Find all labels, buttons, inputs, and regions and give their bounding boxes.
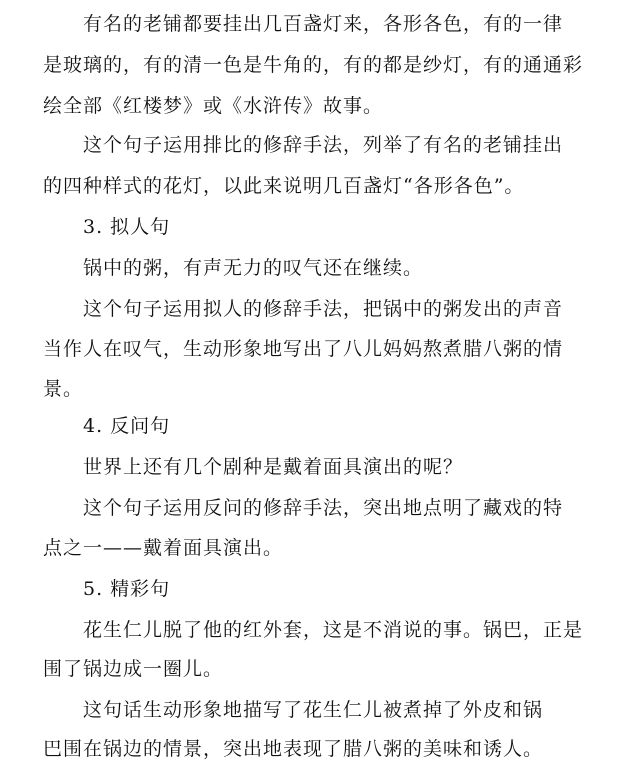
paragraph-7-line-1: 花生仁儿脱了他的红外套，这是不消说的事。锅巴，正是: [83, 619, 584, 641]
paragraph-3-line-1: 锅中的粥，有声无力的叹气还在继续。: [83, 257, 424, 279]
paragraph-1-line-3: 绘全部《红楼梦》或《水浒传》故事。: [43, 95, 384, 117]
paragraph-2-line-2: 的四种样式的花灯，以此来说明几百盏灯“各形各色”。: [43, 175, 525, 197]
paragraph-6-line-1: 这个句子运用反问的修辞手法，突出地点明了藏戏的特: [83, 497, 564, 519]
paragraph-2-line-1: 这个句子运用排比的修辞手法，列举了有名的老铺挂出: [83, 134, 564, 156]
paragraph-6-line-2: 点之一——戴着面具演出。: [43, 537, 284, 559]
paragraph-5-line-1: 世界上还有几个剧种是戴着面具演出的呢？: [83, 456, 464, 478]
paragraph-4-line-2: 当作人在叹气，生动形象地写出了八儿妈妈熬煮腊八粥的情: [43, 338, 564, 360]
paragraph-1-line-1: 有名的老铺都要挂出几百盏灯来，各形各色，有的一律: [83, 13, 564, 35]
paragraph-8-line-2: 巴围在锅边的情景，突出地表现了腊八粥的美味和诱人。: [43, 738, 544, 760]
paragraph-4-line-3: 景。: [43, 378, 84, 400]
section-heading-3: 3. 拟人句: [83, 216, 171, 238]
paragraph-8-line-1: 这句话生动形象地描写了花生仁儿被煮掉了外皮和锅: [83, 699, 544, 721]
section-heading-5: 5. 精彩句: [83, 578, 171, 600]
paragraph-4-line-1: 这个句子运用拟人的修辞手法，把锅中的粥发出的声音: [83, 298, 564, 320]
paragraph-1-line-2: 是玻璃的，有的清一色是牛角的，有的都是纱灯，有的通通彩: [43, 54, 584, 76]
section-heading-4: 4. 反问句: [83, 415, 171, 437]
paragraph-7-line-2: 围了锅边成一圈儿。: [43, 658, 224, 680]
